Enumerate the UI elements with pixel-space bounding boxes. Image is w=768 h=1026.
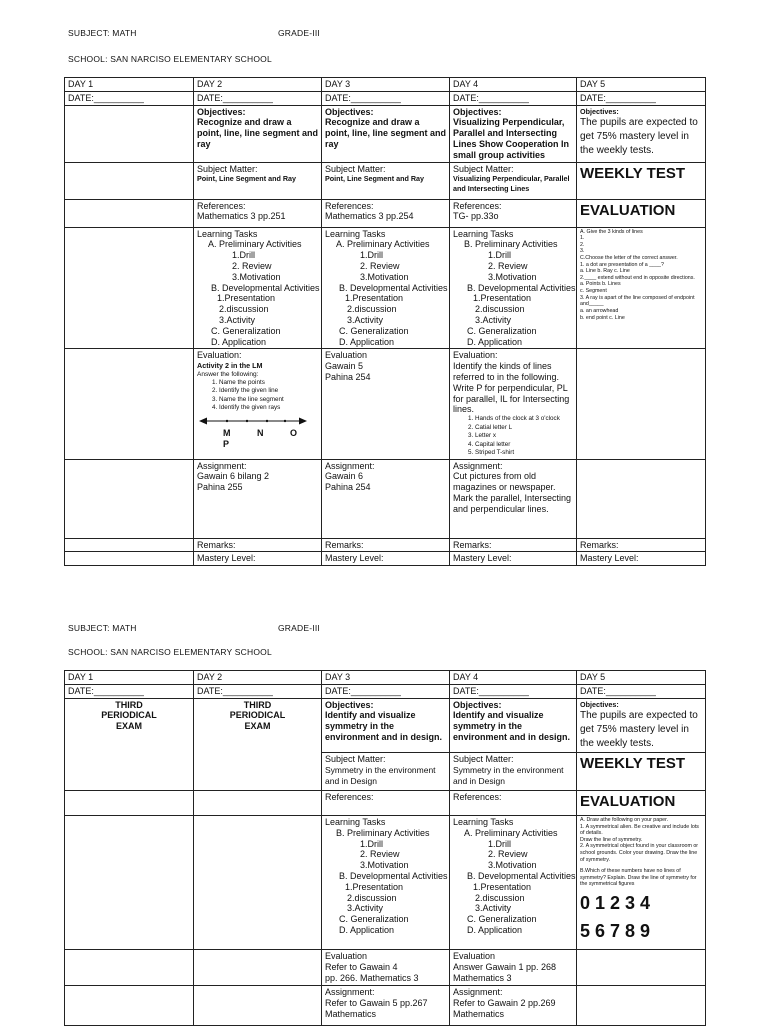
task-drill: 1.Drill (488, 250, 512, 261)
digits-row: 56789 (580, 921, 656, 942)
eval-line: 1. A symmetrical alien. Be creative and include lots of details. (580, 823, 699, 837)
task-discussion: 2.discussion (475, 304, 525, 315)
subject-matter-label: Subject Matter: (325, 163, 386, 174)
evaluation-item: 2. Identify the given line (219, 387, 318, 396)
evaluation-list (197, 379, 318, 413)
assignment-text: Gawain 6 (325, 471, 364, 482)
task-review: 2. Review (360, 849, 400, 860)
task-activity: 3.Activity (347, 314, 384, 325)
task-developmental: B. Developmental Activities (211, 282, 320, 293)
references-row (65, 790, 706, 815)
subject-matter-row (65, 162, 706, 199)
subject-matter-cell (450, 752, 577, 790)
remarks-row (65, 538, 706, 552)
task-generalization: C. Generalization (211, 325, 281, 336)
task-activity: 3.Activity (347, 903, 384, 914)
day-2-header: DAY 2 (194, 671, 322, 685)
empty-cell (65, 227, 194, 349)
task-developmental: B. Developmental Activities (467, 870, 576, 881)
task-developmental: B. Developmental Activities (339, 870, 448, 881)
assignment-label: Assignment: (453, 460, 503, 471)
task-motivation: 3.Motivation (360, 860, 409, 871)
objectives-label: Objectives: (453, 106, 502, 117)
evaluation-label: Evaluation (453, 950, 496, 961)
assignment-text: Refer to Gawain 5 pp.267 (325, 997, 428, 1008)
weekly-test-questions-cell (577, 227, 706, 349)
task-discussion: 2.discussion (475, 892, 525, 903)
date-field: DATE:__________ (194, 91, 322, 105)
objectives-text: Recognize and draw a point, line, line segment and ray (325, 117, 447, 149)
test-line: c. Segment (580, 288, 607, 295)
subject-label: SUBJECT: MATH (68, 623, 137, 633)
task-motivation: 3.Motivation (232, 271, 281, 282)
references-text: Mathematics 3 pp.251 (197, 211, 286, 222)
assignment-text: Refer to Gawain 2 pp.269 (453, 997, 556, 1008)
test-line: 2. (580, 241, 585, 248)
assignment-label: Assignment: (453, 986, 503, 997)
date-field: DATE:__________ (194, 684, 322, 698)
task-application: D. Application (467, 924, 523, 935)
learning-tasks-cell (194, 227, 322, 349)
assignment-cell (450, 459, 577, 538)
references-cell (322, 790, 450, 815)
subject-matter-cell (322, 752, 450, 790)
date-row (65, 684, 706, 698)
evaluation-item: 1. Hands of the clock at 3 o'clock (475, 415, 573, 424)
assignment-row (65, 459, 706, 538)
date-field: DATE:__________ (65, 684, 194, 698)
mastery-label: Mastery Level: (450, 552, 577, 566)
task-preliminary: B. Preliminary Activities (464, 239, 558, 250)
task-preliminary: A. Preliminary Activities (336, 239, 430, 250)
empty-cell (194, 815, 322, 949)
subject-matter-cell (194, 162, 322, 199)
task-presentation: 1.Presentation (345, 881, 404, 892)
task-presentation: 1.Presentation (217, 293, 276, 304)
empty-cell (65, 949, 194, 985)
references-cell (194, 199, 322, 227)
objectives-text: Recognize and draw a point, line, line segment and ray (197, 117, 319, 149)
empty-cell (65, 552, 194, 566)
day-5-header: DAY 5 (577, 671, 706, 685)
date-field: DATE:__________ (450, 91, 577, 105)
task-generalization: C. Generalization (467, 914, 537, 925)
task-drill: 1.Drill (488, 838, 512, 849)
exam-title-line: PERIODICAL (101, 710, 157, 721)
test-line: 3. A ray is apart of the line composed of endpoint and_____ (580, 294, 695, 308)
empty-cell (194, 949, 322, 985)
third-periodical-exam-cell (194, 698, 322, 790)
subject-matter-label: Subject Matter: (325, 753, 386, 764)
evaluation-title: Activity 2 in the LM (197, 361, 263, 371)
objectives-cell (194, 105, 322, 162)
evaluation-text: Refer to Gawain 4 (325, 961, 398, 972)
evaluation-item: 3. Name the line segment (219, 396, 318, 405)
learning-tasks-label: Learning Tasks (325, 228, 386, 239)
remarks-label: Remarks: (577, 538, 706, 552)
weekly-test-cell (577, 752, 706, 790)
task-presentation: 1.Presentation (345, 293, 404, 304)
empty-cell (194, 985, 322, 1025)
assignment-text: Gawain 6 bilang 2 (197, 471, 270, 482)
evaluation-heading: EVALUATION (580, 201, 676, 219)
evaluation-cell (450, 349, 577, 459)
test-line: 3. (580, 248, 585, 255)
objectives-cell (322, 698, 450, 752)
objectives-cell (577, 105, 706, 162)
subject-label: SUBJECT: MATH (68, 28, 137, 38)
date-field: DATE:__________ (450, 684, 577, 698)
task-presentation: 1.Presentation (473, 881, 532, 892)
school-label: SCHOOL: SAN NARCISO ELEMENTARY SCHOOL (68, 647, 272, 657)
empty-cell (65, 538, 194, 552)
day-3-header: DAY 3 (322, 671, 450, 685)
learning-tasks-row (65, 815, 706, 949)
evaluation-text: Pahina 254 (325, 371, 371, 382)
task-motivation: 3.Motivation (488, 271, 537, 282)
evaluation-row (65, 949, 706, 985)
exam-title-line: PERIODICAL (229, 710, 286, 721)
task-generalization: C. Generalization (339, 914, 409, 925)
task-generalization: C. Generalization (339, 325, 409, 336)
task-review: 2. Review (360, 260, 400, 271)
task-preliminary: A. Preliminary Activities (208, 239, 302, 250)
test-line: C.Choose the letter of the correct answer. (580, 255, 678, 262)
assignment-cell (194, 459, 322, 538)
subject-matter-text: Point, Line Segment and Ray (197, 174, 297, 184)
exam-title-line: THIRD (115, 699, 143, 710)
learning-tasks-label: Learning Tasks (325, 816, 386, 827)
objectives-label: Objectives: (325, 699, 374, 710)
subject-matter-text: Symmetry in the environment and in Design (453, 764, 564, 786)
objectives-cell (450, 698, 577, 752)
evaluation-intro: Write P for perpendicular, PL for parallel, IL for Intersecting lines. (453, 382, 570, 415)
task-preliminary: B. Preliminary Activities (336, 827, 430, 838)
remarks-label: Remarks: (194, 538, 322, 552)
weekly-test-heading: WEEKLY TEST (580, 164, 686, 182)
references-label: References: (197, 200, 246, 211)
references-text: Mathematics 3 pp.254 (325, 211, 414, 222)
day-3-header: DAY 3 (322, 78, 450, 92)
task-review: 2. Review (488, 849, 528, 860)
learning-tasks-label: Learning Tasks (197, 228, 258, 239)
task-activity: 3.Activity (219, 314, 256, 325)
empty-cell (577, 459, 706, 538)
day-header-row (65, 671, 706, 685)
date-field: DATE:__________ (322, 684, 450, 698)
task-presentation: 1.Presentation (473, 293, 532, 304)
subject-matter-label: Subject Matter: (197, 163, 258, 174)
assignment-cell (322, 985, 450, 1025)
test-line: 2.____ extend without end in opposite directions. (580, 274, 695, 281)
objectives-cell (322, 105, 450, 162)
mastery-label: Mastery Level: (194, 552, 322, 566)
day-5-header: DAY 5 (577, 78, 706, 92)
remarks-label: Remarks: (322, 538, 450, 552)
empty-cell (194, 790, 322, 815)
task-activity: 3.Activity (475, 314, 512, 325)
eval-line: A. Draw athe following on your paper. (580, 816, 669, 823)
empty-cell (65, 349, 194, 459)
school-label: SCHOOL: SAN NARCISO ELEMENTARY SCHOOL (68, 54, 272, 64)
empty-cell (65, 790, 194, 815)
objectives-text: The pupils are expected to get 75% mastery level in the weekly tests. (580, 709, 698, 749)
exam-title-line: THIRD (243, 699, 272, 710)
references-text: TG- pp.33o (453, 211, 499, 222)
objectives-cell (577, 698, 706, 752)
learning-tasks-cell (322, 227, 450, 349)
eval-line: B.Which of these numbers have no lines of symmetry? Explain. Draw the line of symmetry for the symmetrical figures (580, 868, 697, 888)
task-drill: 1.Drill (232, 250, 256, 261)
subject-matter-label: Subject Matter: (453, 753, 514, 764)
task-developmental: B. Developmental Activities (467, 282, 576, 293)
assignment-text: Pahina 255 (197, 482, 243, 493)
evaluation-cell (450, 949, 577, 985)
subject-matter-text: Symmetry in the environment and in Design (325, 764, 436, 786)
evaluation-label: Evaluation (325, 350, 368, 361)
test-line: 1. (580, 235, 585, 242)
objectives-label: Objectives: (197, 106, 246, 117)
test-line: b. end point c. Line (580, 314, 625, 321)
learning-tasks-row (65, 227, 706, 349)
learning-tasks-label: Learning Tasks (453, 228, 514, 239)
test-line: a. Line b. Ray c. Line (580, 268, 630, 275)
learning-tasks-cell (450, 815, 577, 949)
evaluation-intro: Answer the following: (197, 370, 259, 378)
day-header-row (65, 78, 706, 92)
test-line: a. an arrowhead (580, 307, 619, 314)
evaluation-text: Gawain 5 (325, 361, 364, 372)
assignment-cell (450, 985, 577, 1025)
task-review: 2. Review (232, 260, 272, 271)
date-field: DATE:__________ (577, 91, 706, 105)
empty-cell (577, 985, 706, 1025)
day-4-header: DAY 4 (450, 671, 577, 685)
objectives-cell (450, 105, 577, 162)
empty-cell (65, 815, 194, 949)
empty-cell (65, 162, 194, 199)
references-row (65, 199, 706, 227)
evaluation-row (65, 349, 706, 459)
task-drill: 1.Drill (360, 250, 384, 261)
evaluation-heading: EVALUATION (580, 792, 676, 810)
objectives-text: Visualizing Perpendicular, Parallel and Intersecting Lines Show Cooperation In small group activities (453, 117, 570, 160)
evaluation-text: Mathematics 3 (453, 972, 512, 983)
assignment-label: Assignment: (197, 460, 247, 471)
empty-cell (65, 199, 194, 227)
test-line: A. Give the 3 kinds of lines (580, 228, 643, 235)
third-periodical-exam-cell (65, 698, 194, 790)
task-motivation: 3.Motivation (360, 271, 409, 282)
references-cell (450, 790, 577, 815)
evaluation-list (453, 415, 573, 458)
remarks-label: Remarks: (450, 538, 577, 552)
lesson-plan-table-week-1 (64, 77, 706, 566)
subject-matter-text: Visualizing Perpendicular, Parallel and Intersecting Lines (453, 174, 570, 193)
weekly-test-heading: WEEKLY TEST (580, 754, 686, 772)
eval-line: Draw the line of symmetry. (580, 836, 643, 843)
learning-tasks-cell (322, 815, 450, 949)
evaluation-item: 4. Identify the given rays (219, 404, 318, 413)
mastery-label: Mastery Level: (322, 552, 450, 566)
evaluation-label: Evaluation: (453, 350, 498, 361)
date-row (65, 91, 706, 105)
task-preliminary: A. Preliminary Activities (464, 827, 558, 838)
empty-cell (577, 949, 706, 985)
task-discussion: 2.discussion (219, 304, 269, 315)
subject-matter-label: Subject Matter: (453, 163, 514, 174)
mastery-label: Mastery Level: (577, 552, 706, 566)
empty-cell (577, 349, 706, 459)
day-1-header: DAY 1 (65, 78, 194, 92)
evaluation-cell (194, 349, 322, 459)
empty-cell (65, 459, 194, 538)
objectives-label: Objectives: (325, 106, 374, 117)
subject-matter-text: Point, Line Segment and Ray (325, 174, 425, 184)
evaluation-label: Evaluation (325, 950, 368, 961)
day-1-header: DAY 1 (65, 671, 194, 685)
eval-instructions (580, 817, 702, 888)
subject-matter-cell (322, 162, 450, 199)
task-motivation: 3.Motivation (488, 860, 537, 871)
assignment-text: Pahina 254 (325, 482, 371, 493)
mastery-row (65, 552, 706, 566)
objectives-text: Identify and visualize symmetry in the environment and in design. (453, 710, 571, 742)
learning-tasks-label: Learning Tasks (453, 816, 514, 827)
evaluation-text: pp. 266. Mathematics 3 (325, 972, 419, 983)
assignment-text: Mathematics (453, 1008, 505, 1019)
task-developmental: B. Developmental Activities (339, 282, 448, 293)
assignment-row (65, 985, 706, 1025)
exam-title-line: EXAM (115, 721, 142, 732)
evaluation-cell (322, 349, 450, 459)
assignment-label: Assignment: (325, 460, 375, 471)
objectives-row (65, 698, 706, 752)
task-application: D. Application (339, 336, 395, 347)
task-application: D. Application (211, 336, 267, 347)
line-diagram-icon (197, 416, 309, 426)
task-drill: 1.Drill (360, 838, 384, 849)
empty-cell (65, 985, 194, 1025)
weekly-test-cell (577, 162, 706, 199)
date-field: DATE:__________ (322, 91, 450, 105)
task-activity: 3.Activity (475, 903, 512, 914)
evaluation-item: 5. Striped T-shirt (475, 449, 573, 458)
evaluation-label: Evaluation: (197, 350, 242, 361)
evaluation-item: 1. Name the points (219, 379, 318, 388)
digits-row: 01234 (580, 893, 656, 914)
objectives-label: Objectives: (580, 106, 619, 116)
evaluation-item: 4. Capital letter (475, 441, 573, 450)
evaluation-questions-cell (577, 815, 706, 949)
learning-tasks-cell (450, 227, 577, 349)
day-4-header: DAY 4 (450, 78, 577, 92)
task-application: D. Application (467, 336, 523, 347)
objectives-label: Objectives: (453, 699, 502, 710)
task-discussion: 2.discussion (347, 892, 397, 903)
grade-label: GRADE-III (278, 623, 320, 633)
objectives-label: Objectives: (580, 699, 619, 709)
references-label: References: (453, 200, 502, 211)
day-2-header: DAY 2 (194, 78, 322, 92)
evaluation-intro: Identify the kinds of lines referred to in the following. (453, 361, 560, 382)
assignment-label: Assignment: (325, 986, 375, 997)
references-label: References: (325, 200, 374, 211)
assignment-text: Mathematics (325, 1008, 377, 1019)
exam-title-line: EXAM (244, 721, 271, 732)
task-generalization: C. Generalization (467, 325, 537, 336)
objectives-text: The pupils are expected to get 75% mastery level in the weekly tests. (580, 116, 698, 156)
task-application: D. Application (339, 924, 395, 935)
objectives-text: Identify and visualize symmetry in the environment and in design. (325, 710, 443, 742)
task-discussion: 2.discussion (347, 304, 397, 315)
test-line: a. Points b. Lines (580, 281, 621, 288)
references-label: References: (325, 791, 374, 802)
assignment-cell (322, 459, 450, 538)
assignment-text: Cut pictures from old magazines or newspaper. Mark the parallel, Intersecting and perpendicular lines. (453, 471, 572, 514)
evaluation-item: 2. Catial letter L (475, 424, 573, 433)
evaluation-heading-cell (577, 199, 706, 227)
lesson-plan-table-week-2 (64, 670, 706, 1026)
empty-cell (65, 105, 194, 162)
references-cell (450, 199, 577, 227)
test-line: 1. a dot are presentation of a ____? (580, 261, 664, 268)
evaluation-text: Answer Gawain 1 pp. 268 (453, 961, 557, 972)
subject-matter-cell (450, 162, 577, 199)
objectives-row (65, 105, 706, 162)
task-review: 2. Review (488, 260, 528, 271)
eval-line: 2. A symmetrical object found in your classroom or school grounds. Color your drawing. Draw the line of symmetry. (580, 843, 699, 863)
references-label: References: (453, 791, 502, 802)
date-field: DATE:__________ (65, 91, 194, 105)
evaluation-heading-cell (577, 790, 706, 815)
grade-label: GRADE-III (278, 28, 320, 38)
evaluation-cell (322, 949, 450, 985)
point-labels: M N O P (223, 428, 309, 450)
evaluation-item: 3. Letter x (475, 432, 573, 441)
date-field: DATE:__________ (577, 684, 706, 698)
references-cell (322, 199, 450, 227)
